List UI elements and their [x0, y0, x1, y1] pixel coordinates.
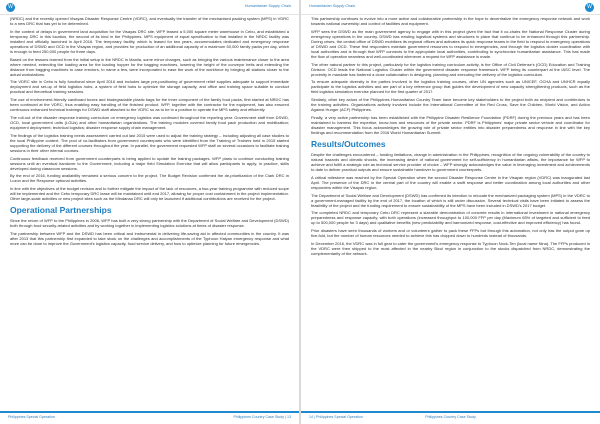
left-page	[0, 0, 299, 424]
header-title: Humanitarian Supply Chain	[309, 4, 356, 8]
paragraph: In December 2016, the VDRC was in full gear to cater the government's emergency response to Typhoon Nock-Ten (local name Nina). The FFPs produced in the VDRC were then shipped to the most affected in the nearby Bicol region in conjunction to the stocks dispatched from NRDC, demonstrating the complementarity of the network.	[311, 240, 590, 256]
paragraph: Since the return of WFP to the Philippines in 2006, WFP has built a very strong partnership with the Department of Social Welfare and Development (DSWD) both through food security-related activities and by working together in implementing logistics solutions at times of disaster response.	[10, 218, 289, 229]
paragraph: The VDRC site in Cebu is fully functional since April 2016 and includes large pre-positioning of government relief supplies adequate to support immediate deployment and set-up of field logistics hubs, a system of field hubs to optimize the storage capacity, and office and training space suitable to conduct practical and theoretical training sessions.	[10, 79, 289, 95]
section-heading-operational-partnerships: Operational Partnerships	[10, 205, 112, 216]
paragraph: Based on the lessons learned from the initial setup in the NRDC in Manila, some minor changes, such as bringing the various maintenance closer to the area where needed, extending the loading area for the loading hopper for the bagging machines, lowering the height of the conveyor belts and extending the distance from bagging machines to case erectors, to name a few, were incorporated to ease the work of the workforce by bringing all stations closer to the actual workstations.	[10, 56, 289, 77]
paragraph: The other natural partner to this project, particularly for the logistics training curriculum activity, is the Office of Civil Defense's (OCD) Education and Training Division. OCD leads the National Logistics Cluster within the government disaster response framework. WFP being its counterpart at the IASC level. The proximity in mandate has fostered a close collaboration in designing, planning and executing the delivery of the logistics curriculum.	[311, 61, 590, 77]
right-page-body	[301, 15, 600, 256]
paragraph: The roll-out of the disaster response training curriculum on emergency logistics was continued throughout the reporting year. Government staff from DSWD, OCD, local government units (LGUs) and other humanitarian organizations. The training modules covered family food pack production and mobilization; equipment deployment; technical logistics; disaster response supply chain management.	[10, 114, 289, 130]
paragraph: Prior disasters have seen thousands of workers and or volunteers gather to pack these FFPs but through this automation, not only has the output gone up five-fold, but the number of human resources needed to achieve this has dropped down to hundreds instead of thousands.	[311, 228, 590, 239]
footer-doc-label: Philippines Special Operation	[8, 415, 55, 419]
paragraph: In line with the objectives of the budget revision and to further mitigate the impact of the lack of resources, a two-year training programme with reduced scope will be implemented and the Cebu temporary DRC lease will be maintained until end 2017, allowing for proper cost containment in the project implementation. Other large-scale activities or new project sites such as the Mindanao DRC will only be launched if additional contributions are received for the project.	[10, 186, 289, 202]
paragraph: Despite the challenges encountered – funding limitations, change in administration in the Philippines, recognition of the ongoing vulnerability of the country to natural hazards and climatic shocks, the increasing desire of national government for self-sufficiency in humanitarian affairs, the importance for WFP to achieve and fulfill a strategic role as technical service provider of choice – WFP strongly acknowledges the value in leveraging investment and achievements to date to deliver practical outputs and ensure sustainable handover to government counterparts.	[311, 151, 590, 172]
paragraph: Continuous feedback received from government counterparts is being applied to update the training packages. WFP plans to continue conducting training sessions until an eventual handover to the Government, including a major field Simulation Exercise that will allow participants to apply, in practice, skills developed during classroom sessions.	[10, 155, 289, 171]
wfp-logo-icon: W	[6, 3, 15, 12]
right-page-header	[301, 0, 600, 15]
left-page-body	[0, 15, 299, 246]
paragraph: By the end of 2016, funding availability remained a serious concern to the project. The Budget Revision confirmed the de-prioritization of the Clark DRC in Luzon and the Response optional activities.	[10, 173, 289, 184]
paragraph: The use of environment-friendly cardboard boxes and biodegradable plastic bags for the inner component of the family food packs, first started at NRDC has been continued at the VDRC, thus enabling easy handling of the finished product. WFP, together with the contractor for the equipment, has also ensured continuous enhanced technical trainings for DSWD staff attached to the VDRC so as to be in a position to operate the MPS safely and efficiently.	[10, 97, 289, 113]
paragraph: A critical milestone was reached by the Special Operation when the second Disaster Response Centre in the Visayan region (VDRC) was inaugurated last April. The presence of the DRC in the central part of the country will enable a swift response and better coordination among local authorities and other responders within the Visayas region.	[311, 174, 590, 190]
right-page-footer	[301, 411, 600, 424]
paragraph: The findings of the logistics training needs assessment carried out last 2015 were used to adjust the training strategy – including adjusting all case studies to the local Philippine context. The pool of co-facilitators from government counterparts who were identified from the Training of Trainers held in 2015 started supporting the delivery of the different courses throughout the year. In parallel, the government requested WFP staff on several occasions to facilitate training sessions in their other internal courses.	[10, 132, 289, 153]
paragraph: The partnership between WFP and the DSWD has been critical and instrumental in delivering life-saving aid in affected communities in the country. It was after 2013 that this partnership first expanded to take stock on the challenges and accomplishments of the Typhoon Haiyan emergency response and what more can be done to improve the Government's logistics capacity, food service delivery, and how to optimize planning for future emergencies.	[10, 230, 289, 246]
footer-page-label: 14 | Philippines Special Operation	[309, 415, 363, 419]
wfp-logo-icon: W	[585, 3, 594, 12]
paragraph: WFP sees the DSWD as the main government agency to engage with in this project given the fact that it co-chairs the National Response Cluster during emergency operations in the country. DSWD has existing logistical systems and structures in place that continue to be enhanced through this partnership. During crises, the central office of DSWD mobilizes its regional offices and activates its quick response teams in the field to respond to emergency operations of DSWD and OCD. These first responders maintain government resources to respond to emergencies, and through the logistics cluster coordination with local authorities and is through that WFP connects to the appropriate local authorities, contributing to synchronize humanitarian assistance. This has made the flow of operation seamless and well-coordinated whenever a request for WFP assistance is made.	[311, 28, 590, 59]
left-page-footer	[0, 411, 299, 424]
section-heading-results-outcomes: Results/Outcomes	[311, 138, 386, 149]
paragraph: The Department of Social Welfare and Development (DSWD) has confirmed its intention to relocate the mechanized packaging system (MPS) in the VDRC to a government-managed facility by the end of 2017, the location of which is still under discussion. Several technical visits have been initiated to assess the feasibility of the project and the funding requirement to ensure sustainability of the MPS have been included in DSWD's 2017 budget.	[311, 192, 590, 208]
header-title: Humanitarian Supply Chain	[244, 4, 291, 8]
paragraph: This partnership continues to evolve into a more active and collaborative partnership in the hope to decentralize the emergency response network and work towards national ownership and control of facilities and equipment.	[311, 16, 590, 26]
paragraph: (NRDC) and the recently opened Visayas Disaster Response Centre (VDRC), and eventually the transfer of the mechanised packing system (MPS) in VDRC to a new DRC that has yet to be determined.	[10, 16, 289, 26]
footer-page-label: Philippines Country Case Study | 13	[233, 415, 291, 419]
paragraph: Similarly, other key actors of the Philippines Humanitarian Country Team have become key stakeholders to the project both as recipient and contributors to the training activities. Organizations actively involved include the International Committee of the Red Cross, Save the Children, World Vision, and Action Against Hunger (ACF) Philippines.	[311, 97, 590, 113]
paragraph: To ensure adequate diversity in the parties involved in the logistics training courses, other UN agencies such as UNICEF, OCHA and UNHCR equally participate to the logistics activities and are part of a key reference group that guides the development of new capacity strengthening products, such as the field logistics simulation exercise planned for the first quarter of 2017.	[311, 79, 590, 95]
left-page-header	[0, 0, 299, 15]
footer-series-label: Philippines Country Case Study	[425, 415, 476, 419]
paragraph: In the context of delays in government land acquisition for the Visayas DRC site, WFP leased a 5,000 square meter warehouse in Cebu, and established a temporary DRC in this location, the second of its kind in the Philippines. MPS equipment of equal specification to that installed in the NRDC facility was installed and officially launched in April 2016. The temporary facility, which is leased for two years, accommodates dedicated and emergency response operations of DSWD and OCD in the Visayas region, and provides for production of an additional capacity of a maximum 50,000 family packs per day, which is enough to feed 250,000 people for three days.	[10, 28, 289, 54]
paragraph: The completed NRDC and temporary Cebu DRC represent a sizeable demonstration of concrete results in international investment in national emergency preparedness and response capacity, with both operations (increased throughput to 100,000 FFP per day (Maximum 65% of targeted and sufficient to feed up to 500,000 people for 3 days) and qualitative benefits (new predictability and harmonized response, cost-effective and improved efficiency) has found.	[311, 210, 590, 226]
right-page	[301, 0, 600, 424]
paragraph: Finally, a very active partnership has been established with the Philippine Disaster Resilience Foundation (PDRF) during the previous years and has been maintained to harness the expertise, know-how and resources of the private sector. PDRF is Philippines' major private sector vehicle and coordinator for disaster management. This focus acknowledges the growing role of private sector entities into disaster preparedness and response in line with the key findings and recommendation from the 2016 World Humanitarian Summit.	[311, 114, 590, 135]
